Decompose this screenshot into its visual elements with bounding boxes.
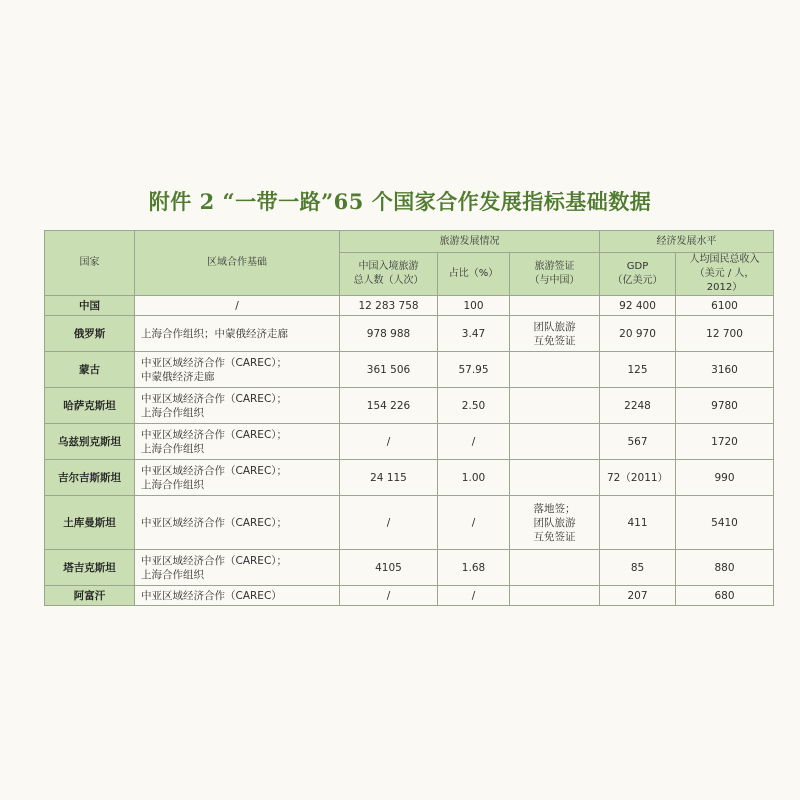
country-cell: 土库曼斯坦: [45, 496, 135, 550]
country-cell: 中国: [45, 296, 135, 316]
header-economy: 经济发展水平: [600, 231, 774, 253]
gdp-cell: 125: [600, 352, 676, 388]
gni-cell: 880: [676, 550, 774, 586]
region-cell: 中亚区域经济合作（CAREC）: [135, 586, 340, 606]
header-tourism: 旅游发展情况: [340, 231, 600, 253]
header-visa: 旅游签证 （与中国）: [510, 253, 600, 296]
region-cell: /: [135, 296, 340, 316]
table-row: [45, 296, 774, 316]
share-cell: /: [438, 424, 510, 460]
visa-cell: [510, 296, 600, 316]
visa-cell: [510, 424, 600, 460]
visa-cell: [510, 460, 600, 496]
table-row: [45, 388, 774, 424]
table-row: [45, 550, 774, 586]
gdp-cell: 92 400: [600, 296, 676, 316]
share-cell: 100: [438, 296, 510, 316]
inbound-cell: 12 283 758: [340, 296, 438, 316]
inbound-cell: 4105: [340, 550, 438, 586]
header-gdp: GDP （亿美元）: [600, 253, 676, 296]
region-cell: 中亚区域经济合作（CAREC）；: [135, 496, 340, 550]
share-cell: /: [438, 496, 510, 550]
share-cell: /: [438, 586, 510, 606]
share-cell: 1.00: [438, 460, 510, 496]
gdp-cell: 20 970: [600, 316, 676, 352]
country-cell: 阿富汗: [45, 586, 135, 606]
gni-cell: 1720: [676, 424, 774, 460]
country-cell: 塔吉克斯坦: [45, 550, 135, 586]
header-region: 区域合作基础: [135, 231, 340, 296]
table-body: [45, 296, 774, 606]
visa-cell: [510, 550, 600, 586]
table-row: [45, 460, 774, 496]
inbound-cell: 154 226: [340, 388, 438, 424]
share-cell: 1.68: [438, 550, 510, 586]
table-header: [45, 231, 774, 296]
header-inbound: 中国入境旅游 总人数（人次）: [340, 253, 438, 296]
table-row: [45, 424, 774, 460]
gdp-cell: 567: [600, 424, 676, 460]
table-row: [45, 496, 774, 550]
country-cell: 哈萨克斯坦: [45, 388, 135, 424]
region-cell: 中亚区域经济合作（CAREC）； 上海合作组织: [135, 424, 340, 460]
gni-cell: 12 700: [676, 316, 774, 352]
indicator-table: [44, 230, 774, 606]
gni-cell: 5410: [676, 496, 774, 550]
region-cell: 中亚区域经济合作（CAREC）； 上海合作组织: [135, 460, 340, 496]
visa-cell: [510, 586, 600, 606]
region-cell: 中亚区域经济合作（CAREC）； 中蒙俄经济走廊: [135, 352, 340, 388]
inbound-cell: /: [340, 424, 438, 460]
region-cell: 中亚区域经济合作（CAREC）； 上海合作组织: [135, 388, 340, 424]
region-cell: 上海合作组织；中蒙俄经济走廊: [135, 316, 340, 352]
share-cell: 2.50: [438, 388, 510, 424]
gni-cell: 6100: [676, 296, 774, 316]
country-cell: 吉尔吉斯斯坦: [45, 460, 135, 496]
visa-cell: 团队旅游 互免签证: [510, 316, 600, 352]
gdp-cell: 411: [600, 496, 676, 550]
inbound-cell: 24 115: [340, 460, 438, 496]
gni-cell: 990: [676, 460, 774, 496]
header-share: 占比（%）: [438, 253, 510, 296]
header-country: 国家: [45, 231, 135, 296]
country-cell: 蒙古: [45, 352, 135, 388]
share-cell: 57.95: [438, 352, 510, 388]
inbound-cell: /: [340, 496, 438, 550]
visa-cell: [510, 352, 600, 388]
table-row: [45, 352, 774, 388]
visa-cell: 落地签； 团队旅游 互免签证: [510, 496, 600, 550]
gni-cell: 9780: [676, 388, 774, 424]
inbound-cell: 978 988: [340, 316, 438, 352]
country-cell: 乌兹别克斯坦: [45, 424, 135, 460]
visa-cell: [510, 388, 600, 424]
gdp-cell: 207: [600, 586, 676, 606]
region-cell: 中亚区域经济合作（CAREC）； 上海合作组织: [135, 550, 340, 586]
inbound-cell: /: [340, 586, 438, 606]
share-cell: 3.47: [438, 316, 510, 352]
table-row: [45, 316, 774, 352]
gdp-cell: 72（2011）: [600, 460, 676, 496]
country-cell: 俄罗斯: [45, 316, 135, 352]
table-row: [45, 586, 774, 606]
page-title: 附件 2 “一带一路”65 个国家合作发展指标基础数据: [148, 189, 652, 214]
gni-cell: 3160: [676, 352, 774, 388]
gdp-cell: 2248: [600, 388, 676, 424]
inbound-cell: 361 506: [340, 352, 438, 388]
gdp-cell: 85: [600, 550, 676, 586]
gni-cell: 680: [676, 586, 774, 606]
header-gni: 人均国民总收入 （美元 / 人，2012）: [676, 253, 774, 296]
